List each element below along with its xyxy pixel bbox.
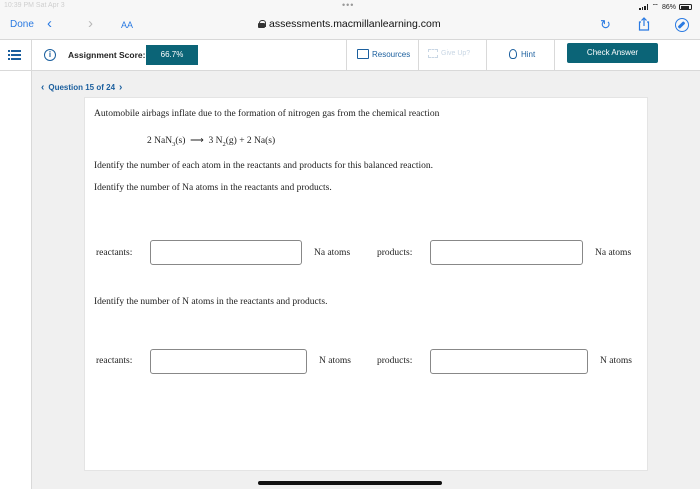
signal-icon [639,4,648,10]
na-products-label: products: [377,248,413,258]
header-divider [418,40,419,71]
eq-subscript: 2 [222,140,226,148]
menu-icon[interactable] [0,40,32,71]
give-up-icon [428,49,438,58]
na-reactants-label: reactants: [96,248,133,258]
eq-state: (g) [225,136,237,146]
na-products-unit: Na atoms [595,248,632,258]
assignment-score-label: Assignment Score: [68,50,146,60]
multitasking-dots[interactable]: ••• [342,0,355,10]
resources-button[interactable] [357,49,410,59]
eq-formula: Na [254,136,266,146]
battery-icon [679,4,692,10]
header-divider [346,40,347,71]
na-reactants-unit: Na atoms [314,248,351,258]
na-reactants-input[interactable] [150,240,302,265]
browser-toolbar [0,12,700,40]
text-size-button[interactable]: AA [121,20,134,30]
reaction-arrow-icon: ⟶ [190,136,204,146]
n-reactants-input[interactable] [150,349,307,374]
home-indicator[interactable] [258,481,442,485]
lock-icon [258,20,265,28]
resources-icon [357,49,369,59]
n-reactants-unit: N atoms [319,356,351,366]
question-counter: Question 15 of 24 [48,83,116,92]
chevron-left-icon[interactable]: ‹ [41,82,45,93]
battery-percent: 86% [661,3,676,11]
question-intro: Automobile airbags inflate due to the formation of nitrogen gas from the chemical reaction [94,109,440,119]
eq-formula: NaN [154,136,173,146]
na-products-input[interactable] [430,240,583,265]
done-button[interactable]: Done [10,19,34,30]
instruction-na-text: Identify the number of Na atoms in the reactants and products. [94,183,332,193]
n-products-unit: N atoms [600,356,632,366]
info-icon[interactable]: i [44,49,56,61]
status-bar [0,0,700,12]
eq-subscript: 3 [172,140,176,148]
n-reactants-label: reactants: [96,356,133,366]
instruction-n-text: Identify the number of N atoms in the reactants and products. [94,297,328,307]
header-divider [486,40,487,71]
hint-button[interactable] [509,49,535,59]
question-nav [41,82,122,93]
resources-label: Resources [372,49,411,59]
address-bar[interactable] [258,18,441,30]
n-products-input[interactable] [430,349,588,374]
eq-formula: N [215,136,223,146]
eq-state: (s) [175,136,186,146]
app-header [0,40,700,71]
check-answer-button[interactable]: Check Answer [567,43,658,63]
eq-coef: 2 [246,136,252,146]
forward-arrow-icon[interactable]: › [88,15,93,32]
compass-icon[interactable] [675,18,689,32]
chevron-right-icon[interactable]: › [119,82,123,93]
eq-plus: + [239,136,245,146]
status-time: 10:39 PM Sat Apr 3 [4,2,65,9]
left-gutter [0,71,32,489]
reload-icon[interactable]: ↻ [600,17,611,32]
share-icon[interactable] [638,17,650,31]
assignment-score-badge: 66.7% [146,45,198,65]
hint-label: Hint [521,49,536,59]
header-divider [554,40,555,71]
url-text: assessments.macmillanlearning.com [269,18,441,30]
chemical-equation [147,135,275,148]
eq-coef: 2 [147,136,152,146]
status-right [639,2,692,12]
eq-coef: 3 [208,136,214,146]
wifi-icon: ⌔ [651,2,659,11]
hint-bulb-icon [509,49,517,59]
instruction-text: Identify the number of each atom in the reactants and products for this balanced reaction. [94,161,433,171]
question-card [84,97,648,471]
give-up-label: Give Up? [441,50,471,57]
give-up-button[interactable] [428,49,470,58]
eq-state: (s) [265,136,276,146]
n-products-label: products: [377,356,413,366]
back-arrow-icon[interactable]: ‹ [47,15,52,32]
